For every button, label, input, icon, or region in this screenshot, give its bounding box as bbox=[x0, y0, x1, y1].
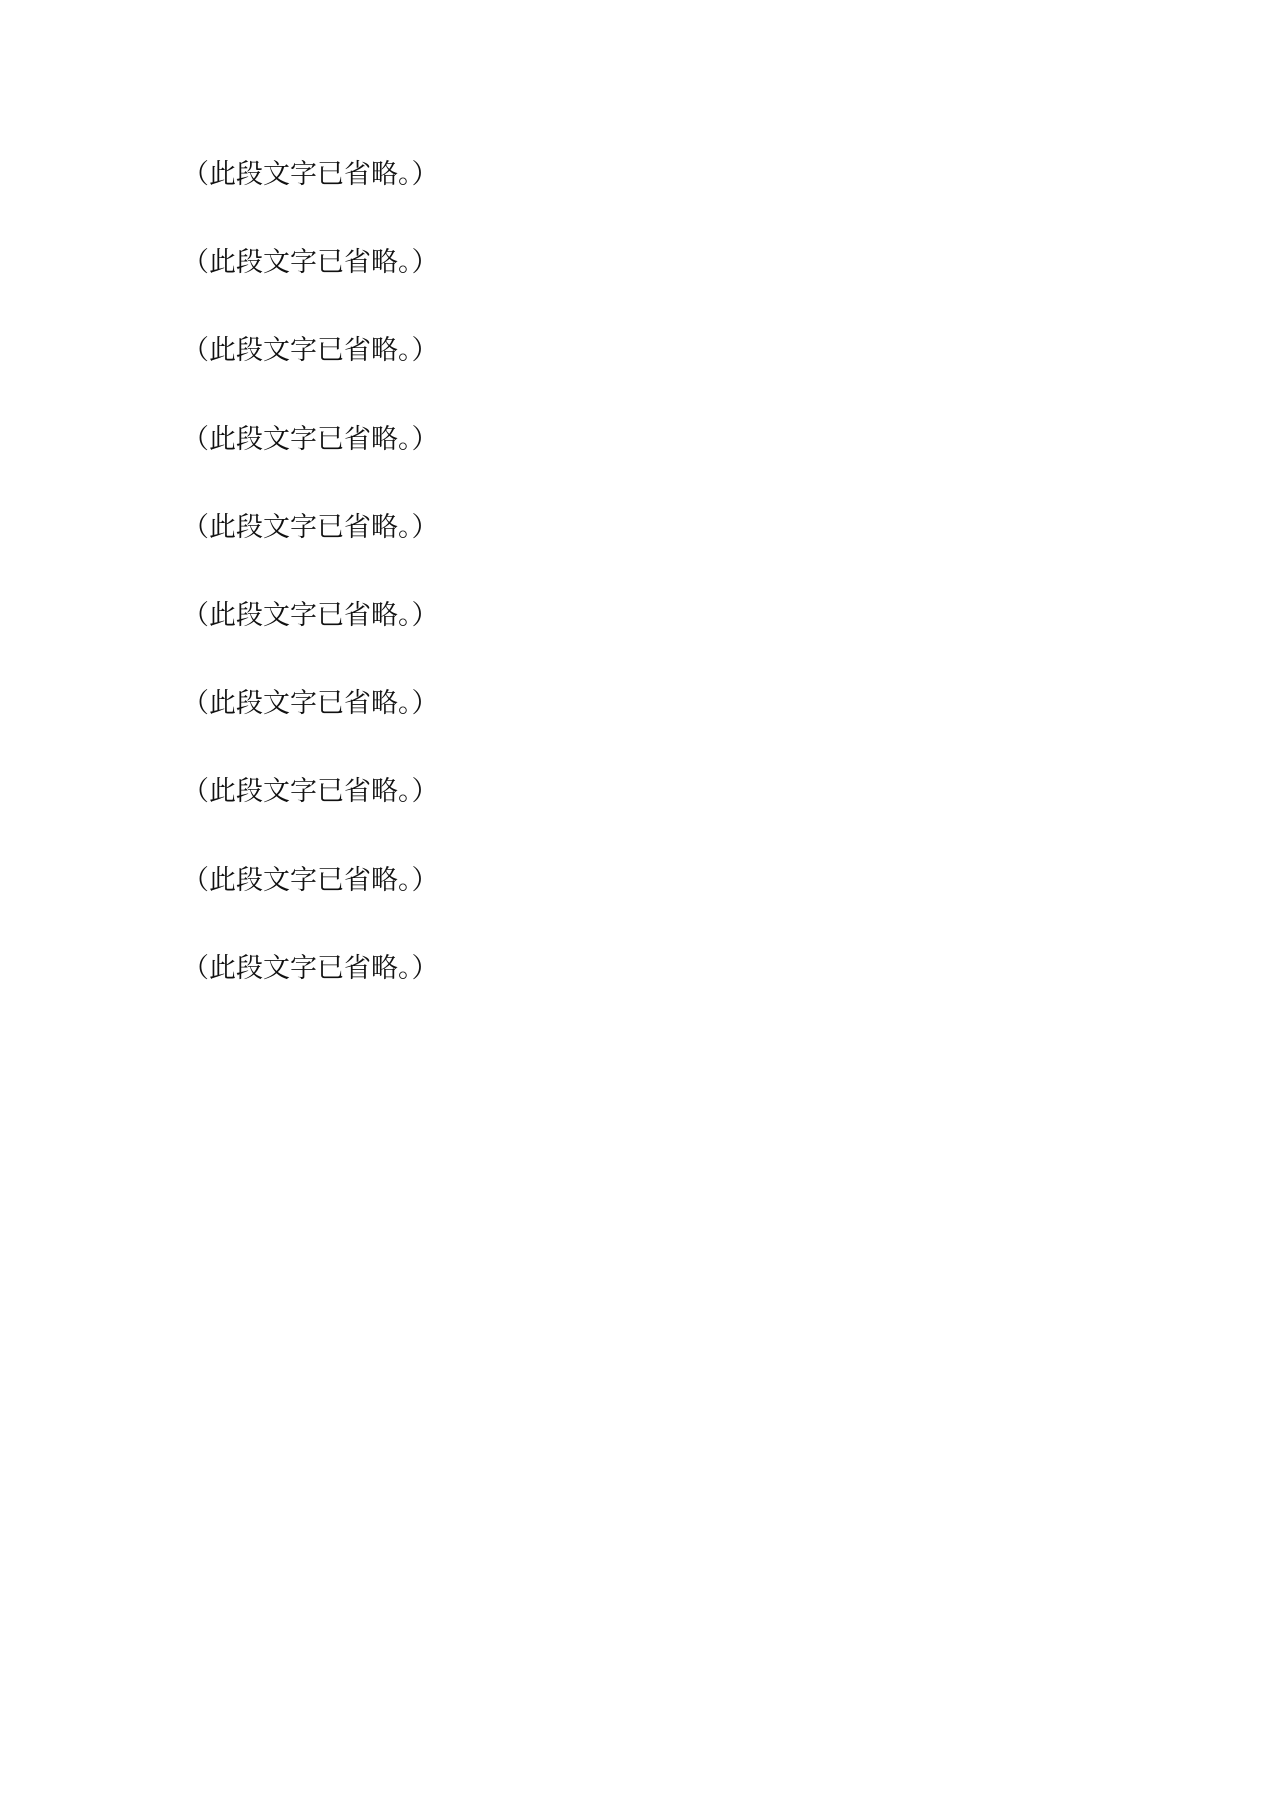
paragraph: （此段文字已省略。） bbox=[182, 776, 439, 808]
paragraph: （此段文字已省略。） bbox=[182, 247, 439, 279]
paragraph: （此段文字已省略。） bbox=[182, 599, 439, 631]
paragraph: （此段文字已省略。） bbox=[182, 335, 439, 367]
paragraph: （此段文字已省略。） bbox=[182, 423, 439, 455]
paragraph: （此段文字已省略。） bbox=[182, 688, 439, 720]
paragraph: （此段文字已省略。） bbox=[182, 864, 439, 896]
paragraph: （此段文字已省略。） bbox=[182, 511, 439, 543]
paragraph: （此段文字已省略。） bbox=[182, 952, 439, 984]
paragraph: （此段文字已省略。） bbox=[182, 159, 439, 190]
